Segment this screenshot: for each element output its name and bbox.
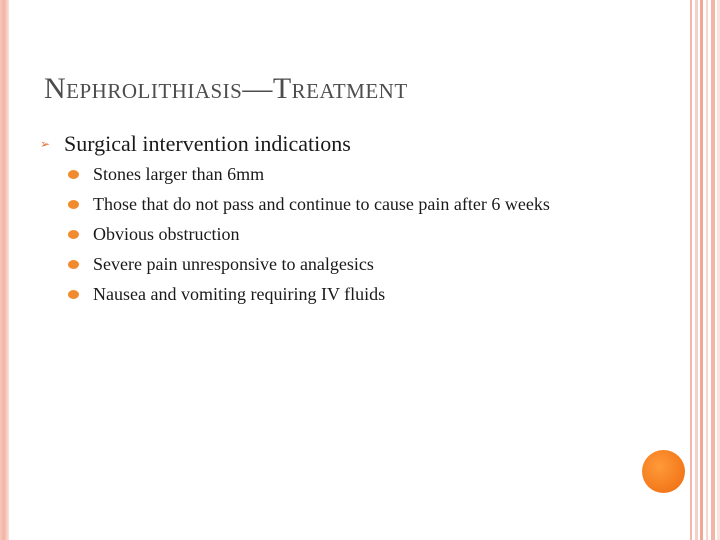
list-item	[66, 254, 600, 275]
right-border-stripe	[690, 0, 692, 540]
dot-bullet-icon	[66, 254, 93, 275]
left-border-decoration	[0, 0, 9, 540]
arrow-bullet-icon: ➢	[40, 137, 51, 151]
list-item-text: Nausea and vomiting requiring IV fluids	[93, 284, 386, 304]
list-item	[66, 194, 600, 215]
sub-bullet-list	[40, 164, 600, 305]
bullet-level1	[40, 130, 600, 158]
right-border-stripe	[695, 0, 698, 540]
list-item-text: Severe pain unresponsive to analgesics	[93, 254, 374, 274]
right-border-stripe	[700, 0, 703, 540]
right-border-stripe	[711, 0, 715, 540]
list-item-text: Stones larger than 6mm	[93, 164, 265, 184]
orange-circle-icon	[642, 450, 685, 493]
list-item	[66, 164, 600, 185]
slide-body	[40, 130, 600, 314]
slide-title: Nephrolithiasis—Treatment	[44, 72, 408, 105]
dot-bullet-icon	[66, 284, 93, 305]
list-item	[66, 224, 600, 245]
list-item-text: Obvious obstruction	[93, 224, 240, 244]
list-item	[66, 284, 600, 305]
bullet-level1-text: Surgical intervention indications	[64, 131, 351, 156]
dot-bullet-icon	[66, 194, 93, 215]
list-item-text: Those that do not pass and continue to cause pain after 6 weeks	[93, 194, 550, 214]
right-border-stripe	[706, 0, 708, 540]
dot-bullet-icon	[66, 164, 93, 185]
dot-bullet-icon	[66, 224, 93, 245]
